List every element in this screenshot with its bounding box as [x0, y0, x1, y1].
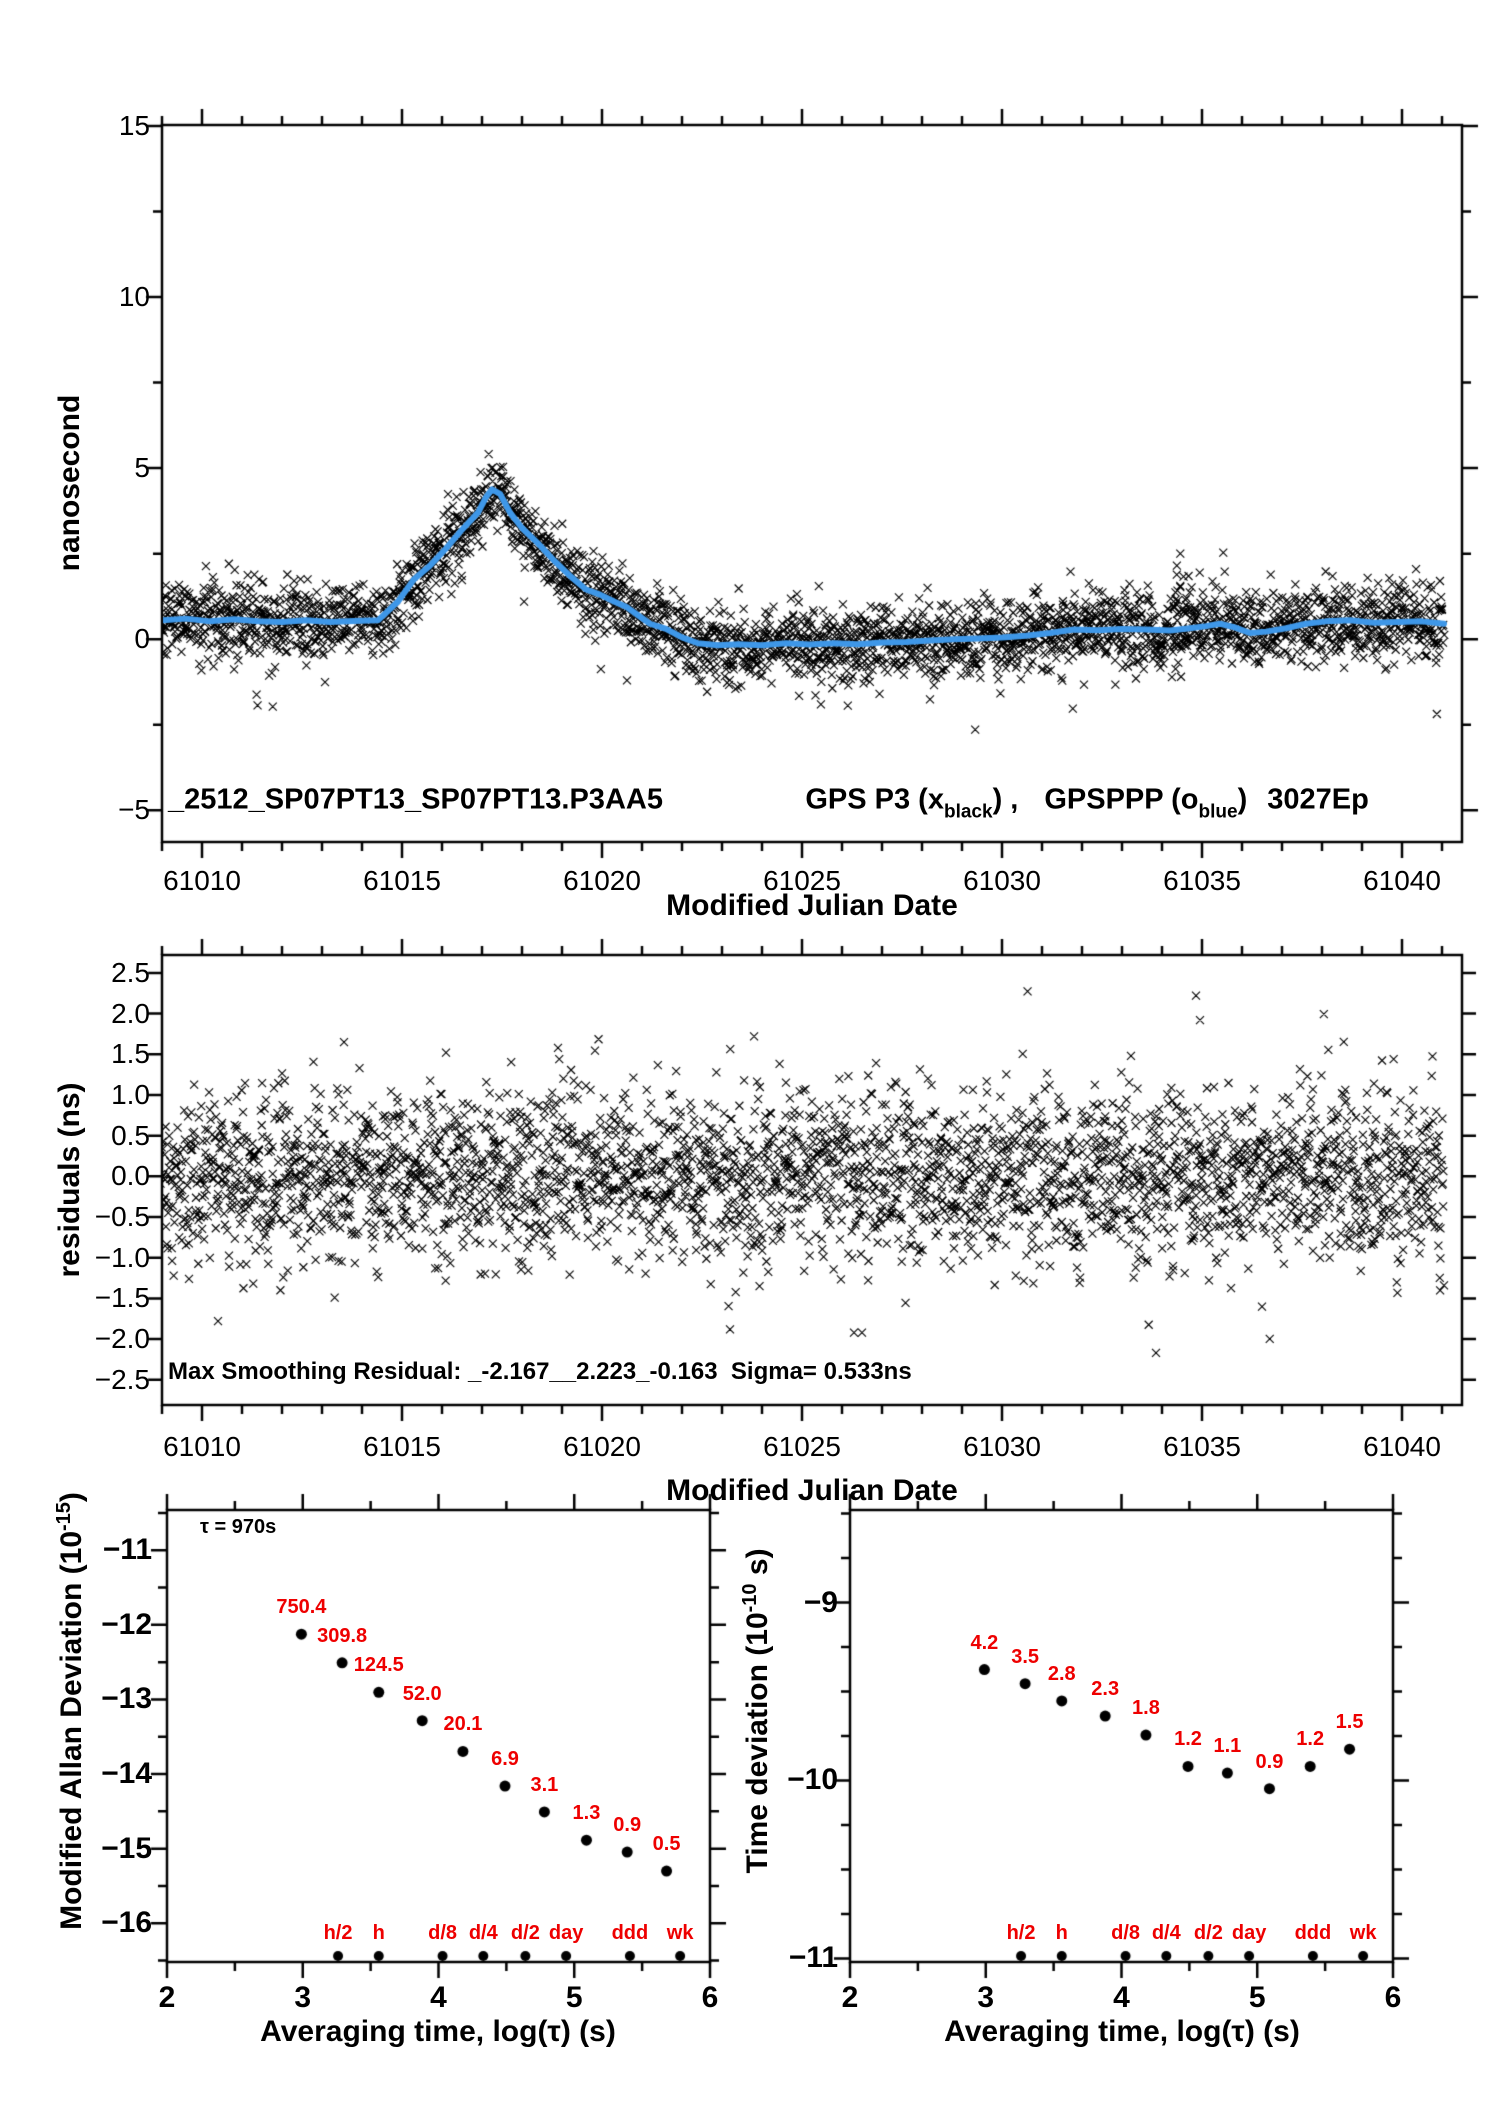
- y-tick-label: −9: [803, 1585, 838, 1619]
- x-tick-label: 61035: [1163, 865, 1241, 896]
- y-tick-label: −1.0: [94, 1241, 150, 1273]
- y-tick-label: 10: [118, 281, 150, 313]
- residuals-x-axis-label: Modified Julian Date: [666, 1474, 958, 1507]
- y-tick-label: −14: [101, 1757, 152, 1791]
- y-tick-label: −2.0: [94, 1323, 150, 1355]
- red-time-label: h: [1055, 1922, 1068, 1944]
- legend-ppp-subscript: blue: [1198, 801, 1238, 823]
- mdev-x-axis-label: Averaging time, log(τ) (s): [260, 2015, 616, 2048]
- red-value-label: 1.2: [1296, 1728, 1325, 1751]
- red-value-label: 52.0: [402, 1682, 442, 1705]
- red-time-label: d/8: [1111, 1922, 1141, 1944]
- mdev-y-axis-label-close: ): [55, 1492, 88, 1503]
- x-tick-label: 4: [1113, 1981, 1130, 2014]
- x-tick-label: 61040: [1363, 865, 1441, 896]
- x-tick-label: 61030: [963, 865, 1041, 896]
- tdev-y-axis-exponent: -10: [739, 1583, 761, 1613]
- red-time-label: d/2: [1193, 1922, 1223, 1944]
- y-tick-label: 1.5: [111, 1038, 150, 1070]
- x-tick-label: 4: [430, 1981, 447, 2014]
- red-time-label: day: [1231, 1922, 1267, 1944]
- legend-ppp-label: GPSPPP (o: [1044, 783, 1199, 816]
- red-time-label: wk: [1349, 1922, 1377, 1944]
- y-tick-label: 15: [118, 110, 150, 142]
- x-tick-label: 61020: [563, 865, 641, 896]
- red-time-label: ddd: [1294, 1922, 1332, 1944]
- legend-gps-close: ) ,: [992, 783, 1019, 816]
- x-tick-label: 61015: [363, 1431, 441, 1462]
- y-tick-label: 0.5: [111, 1119, 150, 1151]
- mdev-y-axis-label-main: Modified Allan Deviation (10: [55, 1530, 88, 1930]
- legend-ppp-close: ): [1237, 783, 1248, 816]
- red-value-label: 20.1: [443, 1713, 483, 1736]
- x-tick-label: 61040: [1363, 1431, 1441, 1462]
- red-time-label: h/2: [323, 1922, 353, 1944]
- residuals-y-axis-label: residuals (ns): [53, 1082, 86, 1278]
- x-tick-label: 61035: [1163, 1431, 1241, 1462]
- x-tick-label: 61010: [163, 865, 241, 896]
- red-value-label: 1.2: [1174, 1728, 1202, 1751]
- y-tick-label: −16: [101, 1906, 152, 1940]
- x-tick-label: 61015: [363, 865, 441, 896]
- mdev-tau-annotation: τ = 970s: [200, 1516, 277, 1538]
- red-value-label: 0.9: [1255, 1750, 1284, 1773]
- red-value-label: 3.1: [530, 1773, 559, 1796]
- legend-gps-label: GPS P3 (x: [805, 783, 944, 816]
- y-tick-label: −0.5: [94, 1201, 150, 1233]
- red-time-label: wk: [666, 1922, 694, 1944]
- red-value-label: 1.3: [572, 1802, 601, 1825]
- x-tick-label: 2: [158, 1981, 176, 2014]
- red-value-label: 1.5: [1335, 1711, 1364, 1734]
- red-value-label: 3.5: [1011, 1645, 1040, 1668]
- x-tick-label: 61020: [563, 1431, 641, 1462]
- tdev-x-axis-label: Averaging time, log(τ) (s): [944, 2015, 1300, 2048]
- red-value-label: 124.5: [353, 1654, 404, 1677]
- residuals-annotation: Max Smoothing Residual: _-2.167__2.223_-0.163 Sigma= 0.533ns: [168, 1358, 912, 1385]
- top-y-axis-label: nanosecond: [53, 394, 86, 572]
- red-value-label: 2.3: [1091, 1678, 1120, 1701]
- x-tick-label: 5: [565, 1981, 583, 2014]
- red-time-label: h/2: [1006, 1922, 1036, 1944]
- red-value-label: 2.8: [1047, 1662, 1076, 1685]
- x-tick-label: 61030: [963, 1431, 1041, 1462]
- x-tick-label: 5: [1248, 1981, 1266, 2014]
- y-tick-label: −10: [787, 1763, 838, 1797]
- red-time-label: h: [372, 1922, 385, 1944]
- tdev-y-axis-label: [713, 1548, 803, 1923]
- red-time-label: d/2: [510, 1922, 540, 1944]
- top-panel-title-id: _2512_SP07PT13_SP07PT13.P3AA5: [168, 783, 663, 816]
- y-tick-label: 0.0: [111, 1160, 150, 1192]
- y-tick-label: −11: [788, 1941, 838, 1975]
- red-time-label: d/8: [428, 1922, 458, 1944]
- tdev-y-axis-label-main: Time deviation (10: [741, 1612, 774, 1874]
- x-tick-label: 3: [977, 1981, 995, 2014]
- red-value-label: 0.5: [652, 1833, 681, 1856]
- x-tick-label: 2: [841, 1981, 859, 2014]
- red-value-label: 0.9: [613, 1814, 642, 1837]
- legend-gps-subscript: black: [943, 801, 993, 823]
- red-time-label: day: [548, 1922, 584, 1944]
- y-tick-label: 0: [134, 623, 150, 655]
- y-tick-label: −13: [101, 1682, 152, 1716]
- y-tick-label: 1.0: [111, 1078, 150, 1110]
- y-tick-label: −15: [101, 1831, 152, 1865]
- y-tick-label: −5: [118, 794, 150, 826]
- red-value-label: 4.2: [970, 1631, 999, 1654]
- y-tick-label: −2.5: [94, 1363, 150, 1395]
- y-tick-label: 2.0: [111, 997, 150, 1029]
- y-tick-label: −11: [102, 1533, 152, 1567]
- red-time-label: d/4: [468, 1922, 498, 1944]
- x-tick-label: 61010: [163, 1431, 241, 1462]
- y-tick-label: 5: [134, 452, 150, 484]
- legend-epoch-count: 3027Ep: [1267, 783, 1369, 816]
- x-tick-label: 6: [1384, 1981, 1402, 2014]
- red-value-label: 309.8: [317, 1624, 368, 1647]
- x-tick-label: 61025: [763, 1431, 841, 1462]
- top-panel-legend: [757, 757, 1369, 844]
- red-value-label: 750.4: [276, 1596, 327, 1619]
- red-time-label: d/4: [1151, 1922, 1181, 1944]
- red-time-label: ddd: [611, 1922, 649, 1944]
- tdev-y-axis-label-close: s): [741, 1548, 774, 1584]
- y-tick-label: 2.5: [111, 956, 150, 988]
- red-value-label: 1.8: [1132, 1697, 1160, 1720]
- red-value-label: 6.9: [491, 1748, 519, 1771]
- x-tick-label: 6: [701, 1981, 719, 2014]
- y-tick-label: −12: [101, 1607, 152, 1641]
- red-value-label: 1.1: [1213, 1735, 1242, 1758]
- y-tick-label: −1.5: [94, 1282, 150, 1314]
- x-tick-label: 3: [294, 1981, 312, 2014]
- top-x-axis-label: Modified Julian Date: [666, 889, 958, 922]
- mdev-y-axis-exponent: -15: [53, 1502, 75, 1531]
- x-tick-label: 61025: [763, 865, 841, 896]
